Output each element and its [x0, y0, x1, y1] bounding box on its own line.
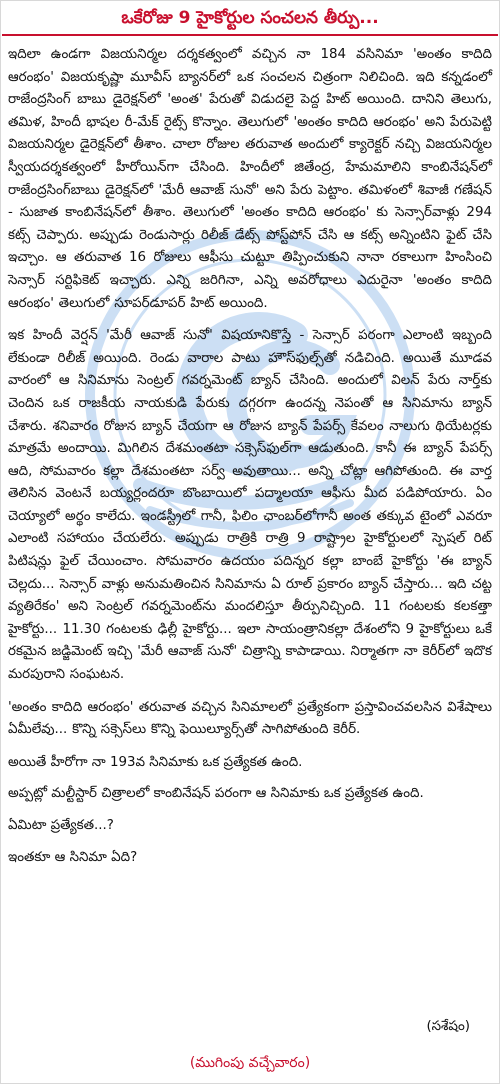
paragraph: అయితే హీరోగా నా 193వ సినిమాకు ఒక ప్రత్యేకత ఉంది.: [8, 754, 303, 770]
title-divider: [2, 34, 498, 36]
continued-label: (సశేషం): [426, 1019, 470, 1034]
footer-note: (ముగింపు వచ్చేవారం): [189, 1055, 311, 1071]
paragraph: అప్పట్లో మల్టీస్టార్ చిత్రాలలో కాంబినేషన్ పరంగా ఆ సినిమాకు ఒక ప్రత్యేకత ఉంది.: [8, 786, 424, 802]
paragraph: ఇక హిందీ వెర్షన్ 'మేరీ ఆవాజ్ సునో' విషయానికొస్తే - సెన్సార్ పరంగా ఎలాంటి ఇబ్బంది లేకుండా రిలీజ్ అయింది. రెండు వారాల పాటు హౌస్‌ఫుల్స్‌తో నడిచింది. అయితే మూడవ వారంలో ఆ సినిమాను సెంట్రల్ గవర్నమెంట్ బ్యాన్ చేసింది. అందులో విలన్ పేరు నార్త్‌కు చెందిన ఒక రాజకీయ నాయకుడి పేరుకు దగ్గరగా ఉందన్న నెపంతో ఆ సినిమాను బ్యాన్ చేశారు. శనివారం రోజున బ్యాన్ చేయగా ఆ రోజున బ్యాన్ పేపర్స్ కేవలం నాలుగు థియేటర్లకు మాత్రమే అందాయి. మిగిలిన దేశమంతటా సక్సెస్‌ఫుల్‌గా ఆడుతుంది. కానీ ఈ బ్యాన్ పేపర్స్ ఆది, సోమవారం కల్లా దేశమంతటా సర్వ్ అవుతాయి... అన్ని చోట్లా ఆగిపోతుంది. ఈ వార్త తెలిసిన వెంటనే బయ్యర్లందరూ బొంబాయిలో పద్మాలయా ఆఫీసు మీద పడిపోయారు. ఏం చెయ్యాలో అర్థం కాలేదు. ఇండస్ట్రీలో గానీ, ఫిలిం ఛాంబర్‌లోగానీ అంత తక్కువ టైంలో ఎవరూ ఎలాంటి సహాయం చేయలేరు. అప్పుడు రాత్రికి రాత్రి 9 రాష్ట్రాల హైకోర్టులలో స్పెషల్ రిట్ పిటిషన్లు ఫైల్ చేయించాం. సోమవారం ఉదయం పదిన్నర కల్లా బాంబే హైకోర్టు 'ఈ బ్యాన్ చెల్లదు... సెన్సార్ వాళ్లు అనుమతించిన సినిమాను ఏ రూల్ ప్రకారం బ్యాన్ చేస్తారు... ఇది చట్ట వ్యతిరేకం' అని సెంట్రల్ గవర్నమెంట్‌ను మందలిస్తూ తీర్పునిచ్చింది. 11 గంటలకు కలకత్తా హైకోర్టు... 11.30 గంటలకు ఢిల్లీ హైకోర్టు... ఇలా సాయంత్రానికల్లా దేశంలోని 9 హైకోర్టులు ఒకే రకమైన జడ్జిమెంట్ ఇచ్చి 'మేరీ ఆవాజ్ సునో' చిత్రాన్ని కాపాడాయి. నిర్మాతగా నా కెరీర్‌లో ఇదొక మరపురాని సంఘటన.: [8, 328, 492, 683]
paragraph: ఇదిలా ఉండగా విజయనిర్మల దర్శకత్వంలో వచ్చిన నా 184 వసినిమా 'అంతం కాదిది ఆరంభం' విజయకృష్ణా మూవీస్ బ్యానర్‌లో ఒక సంచలన చిత్రంగా నిలిచింది. ఇది కన్నడంలో రాజేంద్రసింగ్ బాబు డైరెక్షన్‌లో 'అంత' పేరుతో విడుదలై పెద్ద హిట్ అయింది. దానిని తెలుగు, తమిళ, హిందీ భాషల రీ-మేక్ రైట్స్ కొన్నాం. తెలుగులో 'అంతం కాదిది ఆరంభం' అని పేరుపెట్టి విజయనిర్మల డైరెక్షన్‌లో తీశాం. చాలా రోజుల తరువాత అందులో క్యారెక్టర్ నచ్చి విజయనిర్మల స్వీయదర్శకత్వంలో హీరోయిన్‌గా చేసింది. హిందీలో జితేంద్ర, హేమమాలిని కాంబినేషన్‌లో రాజేంద్రసింగ్‌బాబు డైరెక్షన్‌లో 'మేరీ ఆవాజ్ సునో' అని పేరు పెట్టాం. తమిళంలో శివాజీ గణేషన్ - సుజాత కాంబినేషన్‌లో తీశాం. తెలుగులో 'అంతం కాదిది ఆరంభం' కు సెన్సార్‌వాళ్లు 294 కట్స్ చెప్పారు. అప్పుడు రెండుసార్లు రిలీజ్ డేట్స్ పోస్ట్‌పోన్ చేసి ఆ కట్స్ అన్నింటిని ఫైట్ చేసి ఇచ్చాం. ఆ తరువాత 16 రోజులు ఆఫీసు చుట్టూ తిప్పించుకుని నానా రకాలుగా హింసించి సెన్సార్ సర్టిఫికెట్ ఇచ్చారు. ఎన్ని జరిగినా, ఎన్ని అవరోధాలు ఎదురైనా 'అంతం కాదిది ఆరంభం' తెలుగులో సూపర్‌డూపర్ హిట్ అయింది.: [8, 47, 492, 311]
paragraph: 'అంతం కాదిది ఆరంభం' తరువాత వచ్చిన సినిమాలలో ప్రత్యేకంగా ప్రస్తావించవలసిన విశేషాలు ఏమీలేవు... కొన్ని సక్సెస్‌లు కొన్ని ఫెయిల్యూర్స్‌తో సాగిపోతుంది కెరీర్.: [8, 699, 492, 738]
article-body: [8, 44, 492, 878]
paragraph: ఏమిటా ప్రత్యేకత...?: [8, 818, 114, 833]
article-title: ఒకేరోజు 9 హైకోర్టుల సంచలన తీర్పు...: [121, 8, 379, 28]
paragraph: ఇంతకూ ఆ సినిమా ఏది?: [8, 849, 138, 865]
